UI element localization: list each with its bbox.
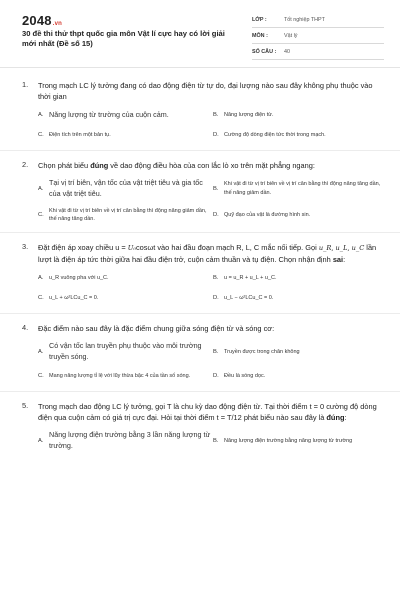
option-b[interactable]	[213, 430, 389, 451]
header	[0, 0, 400, 66]
option-b[interactable]	[213, 109, 389, 121]
answer-options	[38, 272, 382, 304]
question-4	[0, 323, 400, 382]
meta-key: SỐ CÂU :	[252, 48, 277, 55]
question-divider	[0, 313, 400, 314]
option-letter: B.	[213, 185, 219, 192]
question-number: 5.	[22, 401, 29, 411]
meta-value: 40	[284, 48, 290, 55]
stem-text: Trong mạch dao động LC lý tưởng, gọi T là chu kỳ dao động điện từ. Tại thời điểm t = 0 cường độ dòng điện qua cuộn cảm có giá trị cực đại. Hỏi tại thời điểm t = T/12 phát biểu nào sau đây là	[38, 402, 377, 423]
stem-text: Đặt điện áp xoay chiều u =	[38, 243, 128, 253]
option-text: Đều là sóng dọc.	[224, 373, 266, 380]
option-letter: D.	[213, 132, 219, 138]
logo-suffix: .vn	[52, 21, 63, 27]
option-text: u_L − ω²LCu_C = 0.	[224, 295, 274, 302]
meta-subject	[252, 28, 384, 44]
question-stem: Đặc điểm nào sau đây là đặc điểm chung giữa sóng điện từ và sóng cơ:	[38, 324, 275, 334]
option-text: Khi vật đi từ vị trí biên về vị trí cân bằng thì động năng tăng dần, thế năng giảm dần.	[224, 181, 381, 196]
option-c[interactable]	[38, 292, 213, 304]
option-b[interactable]	[213, 178, 389, 199]
question-stem: Trong mạch LC lý tưởng đang có dao động điện từ tự do, đại lượng nào sau đây không phụ thuộc vào thời gian	[38, 81, 373, 101]
question-5	[0, 401, 400, 451]
option-letter: D.	[213, 212, 219, 219]
option-letter: A.	[38, 348, 44, 355]
option-c[interactable]	[38, 370, 213, 382]
option-letter: B.	[213, 275, 219, 282]
option-letter: A.	[38, 437, 44, 444]
option-text: Tại vị trí biên, vận tốc của vật triệt tiêu và gia tốc của vật triệt tiêu.	[49, 178, 203, 198]
option-letter: B.	[213, 112, 219, 118]
question-number: 1.	[22, 80, 29, 89]
option-text: Năng lượng điện trường bằng 3 lần năng lượng từ trường.	[49, 430, 211, 450]
option-letter: A.	[38, 185, 44, 192]
option-text: Năng lượng từ trường của cuộn cảm.	[49, 109, 169, 119]
option-d[interactable]	[213, 370, 389, 382]
option-letter: C.	[38, 132, 44, 138]
question-stem	[38, 242, 382, 265]
stem-text: Gọi	[305, 243, 319, 253]
option-text: Điện tích trên một bản tụ.	[49, 131, 111, 138]
option-d[interactable]	[213, 207, 389, 223]
option-a[interactable]	[38, 109, 213, 121]
option-text: u_R vuông pha với u_C.	[49, 275, 109, 282]
option-text: u_L + ω²LCu_C = 0.	[49, 295, 99, 302]
answer-options	[38, 109, 382, 141]
question-divider	[0, 391, 400, 392]
option-a[interactable]	[38, 341, 213, 362]
meta-key: LỚP :	[252, 16, 267, 23]
stem-emphasis: đúng	[90, 161, 109, 170]
option-b[interactable]	[213, 341, 389, 362]
option-letter: D.	[213, 295, 219, 302]
meta-grade	[252, 12, 384, 28]
question-divider	[0, 150, 400, 151]
option-text: Cường độ dòng điện tức thời trong mạch.	[224, 131, 326, 138]
option-c[interactable]	[38, 207, 213, 223]
header-divider	[0, 67, 400, 68]
answer-options	[38, 341, 382, 382]
answer-options	[38, 178, 382, 223]
stem-text: cosωt vào hai đầu đoạn mạch R, L, C mắc nối tiếp.	[135, 243, 304, 253]
answer-options	[38, 430, 382, 451]
option-text: Năng lượng điện trường bằng năng lượng từ trường	[224, 437, 353, 444]
option-text: Mang năng lượng tỉ lệ với lũy thừa bậc 4 của tần số sóng.	[49, 373, 191, 380]
question-1	[0, 80, 400, 141]
question-list	[0, 80, 400, 451]
option-d[interactable]	[213, 292, 389, 304]
option-d[interactable]	[213, 129, 389, 141]
stem-text: :	[343, 255, 346, 265]
option-a[interactable]	[38, 272, 213, 284]
logo-main: 2048	[22, 13, 52, 28]
option-letter: B.	[213, 437, 219, 444]
option-letter: C.	[38, 373, 44, 380]
option-letter: C.	[38, 295, 44, 302]
option-text: Truyền được trong chân không	[224, 348, 300, 355]
option-text: u = u_R + u_L + u_C.	[224, 275, 277, 282]
stem-emphasis: đúng	[326, 413, 345, 423]
option-text: Có vận tốc lan truyền phụ thuộc vào môi trường truyền sóng.	[49, 341, 202, 361]
option-c[interactable]	[38, 129, 213, 141]
site-logo[interactable]	[22, 13, 62, 28]
meta-value: Vật lý	[284, 32, 298, 39]
option-letter: B.	[213, 348, 219, 355]
question-stem	[38, 160, 382, 171]
meta-key: MÔN :	[252, 32, 268, 39]
stem-text: Chọn phát biểu	[38, 161, 91, 170]
question-stem	[38, 401, 382, 423]
option-b[interactable]	[213, 272, 389, 284]
option-text: Khi vật đi từ vị trí biên về vị trí cân bằng thì động năng giảm dần, thế năng tăng dần.	[49, 208, 207, 223]
stem-text: về dao động điều hòa của con lắc lò xo trên mặt phẳng ngang:	[108, 161, 315, 170]
question-number: 4.	[22, 323, 29, 333]
meta-question-count	[252, 44, 384, 60]
stem-text: lần lượt là điện áp tức thời giữa hai đầu điện trở, cuộn cảm thuần và tụ điện. Chọn nhận định	[38, 243, 377, 265]
option-text: Năng lượng điện từ.	[224, 111, 274, 118]
stem-text: :	[344, 413, 347, 423]
option-letter: A.	[38, 275, 44, 282]
option-letter: A.	[38, 112, 44, 118]
option-letter: D.	[213, 373, 219, 380]
stem-emphasis: sai	[332, 255, 344, 265]
document-title: 30 đề thi thử thpt quốc gia môn Vật lí cực hay có lời giải mới nhất (Đề số 15)	[22, 29, 225, 48]
question-divider	[0, 232, 400, 233]
stem-math: u_R, u_L, u_C	[318, 244, 365, 253]
option-letter: C.	[38, 212, 44, 219]
option-a[interactable]	[38, 430, 213, 451]
meta-value: Tốt nghiệp THPT	[284, 16, 325, 23]
question-number: 2.	[22, 160, 29, 169]
option-a[interactable]	[38, 178, 213, 199]
question-3	[0, 242, 400, 304]
option-text: Quỹ đạo của vật là đường hình sin.	[224, 212, 311, 219]
stem-math: U₀	[127, 244, 136, 253]
question-number: 3.	[22, 242, 29, 252]
document-meta	[252, 12, 384, 60]
question-2	[0, 160, 400, 223]
